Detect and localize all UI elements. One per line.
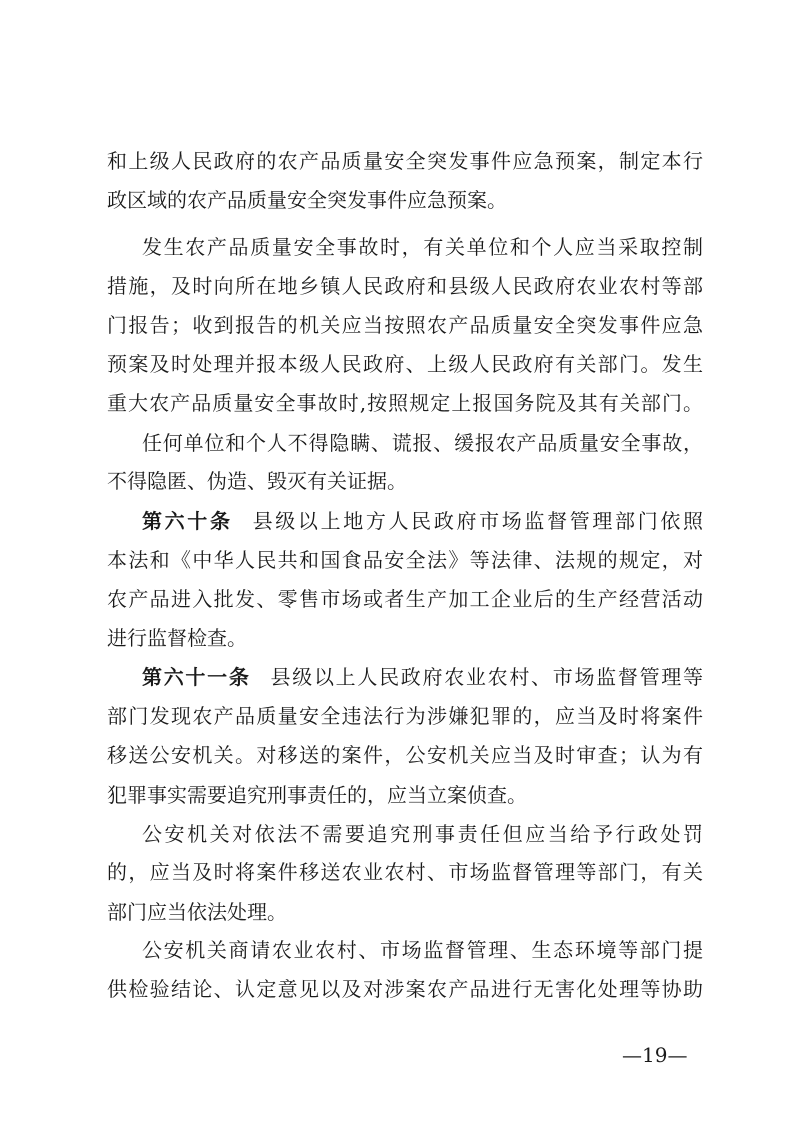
text-line: 不得隐匿、伪造、毁灭有关证据。 <box>107 469 407 493</box>
article-number: 第六十条 <box>142 509 233 533</box>
text-line: 移送公安机关。对移送的案件，公安机关应当及时审查；认为有 <box>107 743 703 767</box>
text-line: 发生农产品质量安全事故时，有关单位和个人应当采取控制 <box>142 235 703 259</box>
text-line: 和上级人民政府的农产品质量安全突发事件应急预案，制定本行 <box>107 149 703 173</box>
article-number: 第六十一条 <box>142 665 251 689</box>
text-line: 预案及时处理并报本级人民政府、上级人民政府有关部门。发生 <box>107 352 703 376</box>
text-line: 本法和《中华人民共和国食品安全法》等法律、法规的规定，对 <box>107 548 703 572</box>
text-line: 的，应当及时将案件移送农业农村、市场监督管理等部门，有关 <box>107 860 703 884</box>
page-number: —19— <box>622 1043 688 1067</box>
text-line: 县级以上地方人民政府市场监督管理部门依照 <box>252 509 704 533</box>
text-line: 门报告；收到报告的机关应当按照农产品质量安全突发事件应急 <box>107 313 703 337</box>
text-line: 部门应当依法处理。 <box>107 900 287 924</box>
text-line: 公安机关商请农业农村、市场监督管理、生态环境等部门提 <box>142 938 703 962</box>
text-line: 部门发现农产品质量安全违法行为涉嫌犯罪的，应当及时将案件 <box>107 704 703 728</box>
text-line: 犯罪事实需要追究刑事责任的，应当立案侦查。 <box>107 783 527 807</box>
text-line: 进行监督检查。 <box>107 626 247 650</box>
text-line: 供检验结论、认定意见以及对涉案农产品进行无害化处理等协助 <box>107 977 703 1001</box>
text-line: 措施，及时向所在地乡镇人民政府和县级人民政府农业农村等部 <box>107 274 703 298</box>
text-line: 农产品进入批发、零售市场或者生产加工企业后的生产经营活动 <box>107 587 703 611</box>
text-line: 县级以上人民政府农业农村、市场监督管理等 <box>270 665 704 689</box>
text-line: 重大农产品质量安全事故时,按照规定上报国务院及其有关部门。 <box>107 391 703 415</box>
article-61-heading-line <box>142 660 703 694</box>
text-line: 任何单位和个人不得隐瞒、谎报、缓报农产品质量安全事故， <box>142 431 703 455</box>
text-line: 政区域的农产品质量安全突发事件应急预案。 <box>107 188 507 212</box>
text-line: 公安机关对依法不需要追究刑事责任但应当给予行政处罚 <box>142 822 703 846</box>
article-60-heading-line <box>142 504 703 538</box>
